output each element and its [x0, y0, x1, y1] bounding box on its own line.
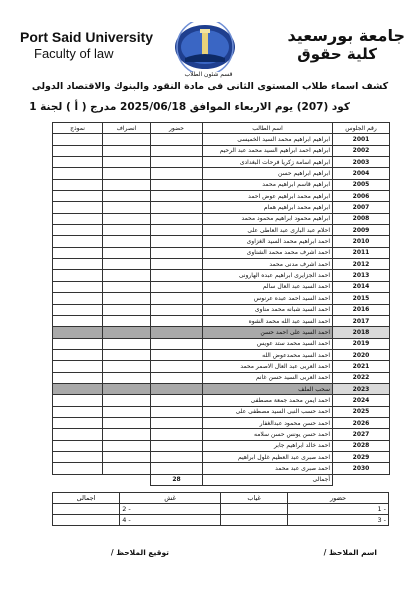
- seat-number: 2023: [333, 383, 390, 394]
- model-cell: [53, 327, 103, 338]
- student-name: ابراهيم محمد ابراهيم عوض احمد: [203, 191, 333, 202]
- attendance-cell: [151, 383, 203, 394]
- col-header-model: نموذج: [53, 123, 103, 134]
- student-name: احمد السيد شبانه محمد مناوى: [203, 304, 333, 315]
- table-row: [53, 406, 390, 417]
- stat-row1-left: 2 -: [120, 504, 221, 515]
- stat-row2-left: 4 -: [120, 515, 221, 526]
- leave-cell: [103, 327, 151, 338]
- student-name: احمد ايمن محمد جمعة مصطفى: [203, 395, 333, 406]
- model-cell: [53, 383, 103, 394]
- model-cell: [53, 349, 103, 360]
- table-row: [53, 372, 390, 383]
- col-header-leave: انصراف: [103, 123, 151, 134]
- model-cell: [53, 225, 103, 236]
- leave-cell: [103, 361, 151, 372]
- attendance-cell: [151, 451, 203, 462]
- table-row: [53, 281, 390, 292]
- student-name: ابراهيم محمود ابراهيم محمود محمد: [203, 213, 333, 224]
- seat-number: 2021: [333, 361, 390, 372]
- student-name: ابراهيم احمد ابراهيم السيد محمد عبد الرحيم: [203, 145, 333, 156]
- model-cell: [53, 281, 103, 292]
- attendance-cell: [151, 281, 203, 292]
- university-name-ar: جامعة بورسعيد: [287, 26, 405, 45]
- leave-cell: [103, 281, 151, 292]
- seat-number: 2014: [333, 281, 390, 292]
- seat-number: 2007: [333, 202, 390, 213]
- student-name: احمد السيد على احمد حسن: [203, 327, 333, 338]
- student-name: ابراهيم قاسم ابراهيم محمد: [203, 179, 333, 190]
- attendance-cell: [151, 440, 203, 451]
- student-name: ابراهيم ابراهيم محمد السيد الخميسى: [203, 134, 333, 145]
- table-row: [53, 429, 390, 440]
- table-row: [53, 304, 390, 315]
- table-row: [53, 145, 390, 156]
- student-name: احمد حسب النبى السيد مصطفى على: [203, 406, 333, 417]
- table-row: [53, 247, 390, 258]
- table-row: [53, 361, 390, 372]
- seat-number: 2016: [333, 304, 390, 315]
- student-name: احمد حسن محمود عبدالغفار: [203, 417, 333, 428]
- total-count: 28: [151, 474, 203, 485]
- leave-cell: [103, 406, 151, 417]
- exam-subtitle: كود (207) يوم الاربعاء الموافق 2025/06/18 مدرج ( أ ) لجنة 1: [29, 101, 350, 113]
- stat-row1-right: 1 -: [288, 504, 389, 515]
- attendance-cell: [151, 247, 203, 258]
- leave-cell: [103, 440, 151, 451]
- model-cell: [53, 338, 103, 349]
- leave-cell: [103, 417, 151, 428]
- seat-number: 2030: [333, 463, 390, 474]
- model-cell: [53, 202, 103, 213]
- model-cell: [53, 247, 103, 258]
- seat-number: 2020: [333, 349, 390, 360]
- attendance-cell: [151, 417, 203, 428]
- table-row: [53, 463, 390, 474]
- leave-cell: [103, 225, 151, 236]
- attendance-cell: [151, 213, 203, 224]
- leave-cell: [103, 157, 151, 168]
- student-name: احمد السيد عبد العال سالم: [203, 281, 333, 292]
- table-row: [53, 327, 390, 338]
- leave-cell: [103, 247, 151, 258]
- attendance-cell: [151, 225, 203, 236]
- table-row: [53, 417, 390, 428]
- model-cell: [53, 361, 103, 372]
- attendance-cell: [151, 429, 203, 440]
- model-cell: [53, 372, 103, 383]
- leave-cell: [103, 213, 151, 224]
- model-cell: [53, 191, 103, 202]
- seat-number: 2015: [333, 293, 390, 304]
- student-name: ابراهيم ابراهيم حسن: [203, 168, 333, 179]
- model-cell: [53, 429, 103, 440]
- student-name: احمد ابراهيم محمد السيد الغزاوى: [203, 236, 333, 247]
- seat-number: 2025: [333, 406, 390, 417]
- university-logo: [170, 22, 240, 72]
- attendance-cell: [151, 349, 203, 360]
- attendance-cell: [151, 304, 203, 315]
- attendance-cell: [151, 372, 203, 383]
- table-row: [53, 395, 390, 406]
- model-cell: [53, 168, 103, 179]
- attendance-cell: [151, 293, 203, 304]
- seat-number: 2010: [333, 236, 390, 247]
- attendance-cell: [151, 327, 203, 338]
- leave-cell: [103, 270, 151, 281]
- student-name: سحب الملف: [203, 383, 333, 394]
- col-header-seat: رقم الجلوس: [333, 123, 390, 134]
- model-cell: [53, 259, 103, 270]
- seat-number: 2027: [333, 429, 390, 440]
- seat-number: 2024: [333, 395, 390, 406]
- seat-number: 2005: [333, 179, 390, 190]
- model-cell: [53, 179, 103, 190]
- model-cell: [53, 304, 103, 315]
- table-row: [53, 168, 390, 179]
- model-cell: [53, 463, 103, 474]
- table-row: [53, 293, 390, 304]
- stat-header-absent: غياب: [220, 493, 287, 504]
- attendance-cell: [151, 463, 203, 474]
- table-row: [53, 259, 390, 270]
- attendance-cell: [151, 406, 203, 417]
- leave-cell: [103, 168, 151, 179]
- seat-number: 2012: [333, 259, 390, 270]
- observer-signature-label: توقيع الملاحظ /: [110, 548, 169, 557]
- col-header-name: اسم الطالب: [203, 123, 333, 134]
- observer-name-label: اسم الملاحظ /: [323, 548, 377, 557]
- leave-cell: [103, 463, 151, 474]
- seat-number: 2019: [333, 338, 390, 349]
- student-name: احمد العربى السيد حسن غانم: [203, 372, 333, 383]
- department-label: قسم شئون الطلاب: [184, 71, 233, 78]
- student-name: احمد السيد محمد ستد عويس: [203, 338, 333, 349]
- university-name-en: Port Said University: [20, 29, 154, 45]
- student-name: احمد صبرى عبد محمد: [203, 463, 333, 474]
- leave-cell: [103, 304, 151, 315]
- faculty-name-en: Faculty of law: [34, 46, 114, 61]
- leave-cell: [103, 236, 151, 247]
- total-label: أجمالى: [203, 474, 333, 485]
- table-row: [53, 179, 390, 190]
- table-row: [53, 191, 390, 202]
- table-row: [53, 451, 390, 462]
- model-cell: [53, 406, 103, 417]
- leave-cell: [103, 202, 151, 213]
- table-row: [53, 383, 390, 394]
- attendance-cell: [151, 191, 203, 202]
- seat-number: 2018: [333, 327, 390, 338]
- student-name: ابراهيم اسامة زكريا فرحات البغدادى: [203, 157, 333, 168]
- student-name: احمد السيد عبد الله محمد الشوه: [203, 315, 333, 326]
- attendance-cell: [151, 157, 203, 168]
- attendance-cell: [151, 338, 203, 349]
- table-row: [53, 202, 390, 213]
- model-cell: [53, 315, 103, 326]
- attendance-cell: [151, 134, 203, 145]
- table-row: [53, 338, 390, 349]
- student-name: احمد الجزايرى ابراهيم عبده الهارونى: [203, 270, 333, 281]
- seat-number: 2011: [333, 247, 390, 258]
- student-name: احمد العربى عبد العال الاصمر محمد: [203, 361, 333, 372]
- leave-cell: [103, 451, 151, 462]
- seat-number: 2029: [333, 451, 390, 462]
- seat-number: 2004: [333, 168, 390, 179]
- model-cell: [53, 157, 103, 168]
- attendance-cell: [151, 361, 203, 372]
- table-row: [53, 157, 390, 168]
- seat-number: 2006: [333, 191, 390, 202]
- student-name: احمد حسن يونس حسن سلامه: [203, 429, 333, 440]
- seat-number: 2022: [333, 372, 390, 383]
- seat-number: 2026: [333, 417, 390, 428]
- stat-header-cheat: غش: [120, 493, 221, 504]
- model-cell: [53, 145, 103, 156]
- model-cell: [53, 293, 103, 304]
- leave-cell: [103, 134, 151, 145]
- stat-row2-right: 3 -: [288, 515, 389, 526]
- student-name: احمد صبرى عبد العظيم غلول ابراهيم: [203, 451, 333, 462]
- model-cell: [53, 134, 103, 145]
- table-row: [53, 315, 390, 326]
- leave-cell: [103, 383, 151, 394]
- attendance-cell: [151, 259, 203, 270]
- attendance-cell: [151, 168, 203, 179]
- model-cell: [53, 440, 103, 451]
- attendance-cell: [151, 179, 203, 190]
- stat-header-total: اجمالى: [53, 493, 120, 504]
- seat-number: 2017: [333, 315, 390, 326]
- model-cell: [53, 395, 103, 406]
- attendance-cell: [151, 236, 203, 247]
- table-row: [53, 440, 390, 451]
- student-name: ابراهيم محمد ابراهيم همام: [203, 202, 333, 213]
- leave-cell: [103, 191, 151, 202]
- seat-number: 2001: [333, 134, 390, 145]
- table-row: [53, 349, 390, 360]
- attendance-cell: [151, 395, 203, 406]
- leave-cell: [103, 395, 151, 406]
- faculty-name-ar: كلية حقوق: [297, 45, 377, 63]
- seat-number: 2008: [333, 213, 390, 224]
- seat-number: 2002: [333, 145, 390, 156]
- col-header-attendance: حضور: [151, 123, 203, 134]
- model-cell: [53, 236, 103, 247]
- leave-cell: [103, 145, 151, 156]
- seat-number: 2003: [333, 157, 390, 168]
- leave-cell: [103, 349, 151, 360]
- seat-number: 2009: [333, 225, 390, 236]
- leave-cell: [103, 429, 151, 440]
- student-name: احمد السيد احمد عبده عرنوس: [203, 293, 333, 304]
- document-title: كشف اسماء طلاب المستوى الثانى فى مادة النقود والبنوك والاقتصاد الدولى: [31, 81, 389, 92]
- student-name: احمد اشرف مدنى محمد: [203, 259, 333, 270]
- model-cell: [53, 417, 103, 428]
- stat-header-present: حضور: [288, 493, 389, 504]
- students-table: [52, 122, 390, 486]
- table-row: [53, 270, 390, 281]
- leave-cell: [103, 293, 151, 304]
- student-name: احمد خالد ابراهيم جابر: [203, 440, 333, 451]
- model-cell: [53, 213, 103, 224]
- table-row: [53, 225, 390, 236]
- attendance-cell: [151, 202, 203, 213]
- summary-table: [52, 492, 389, 526]
- table-row: [53, 213, 390, 224]
- attendance-cell: [151, 270, 203, 281]
- leave-cell: [103, 259, 151, 270]
- student-name: احمد السيد محمدعوض الله: [203, 349, 333, 360]
- seat-number: 2028: [333, 440, 390, 451]
- leave-cell: [103, 338, 151, 349]
- leave-cell: [103, 372, 151, 383]
- table-row: [53, 134, 390, 145]
- student-name: احمد اشرف محمد محمد الشناوى: [203, 247, 333, 258]
- leave-cell: [103, 179, 151, 190]
- attendance-cell: [151, 315, 203, 326]
- table-row: [53, 236, 390, 247]
- seat-number: 2013: [333, 270, 390, 281]
- student-name: احلام عبد البارى عبد العاطى على: [203, 225, 333, 236]
- model-cell: [53, 270, 103, 281]
- leave-cell: [103, 315, 151, 326]
- model-cell: [53, 451, 103, 462]
- attendance-cell: [151, 145, 203, 156]
